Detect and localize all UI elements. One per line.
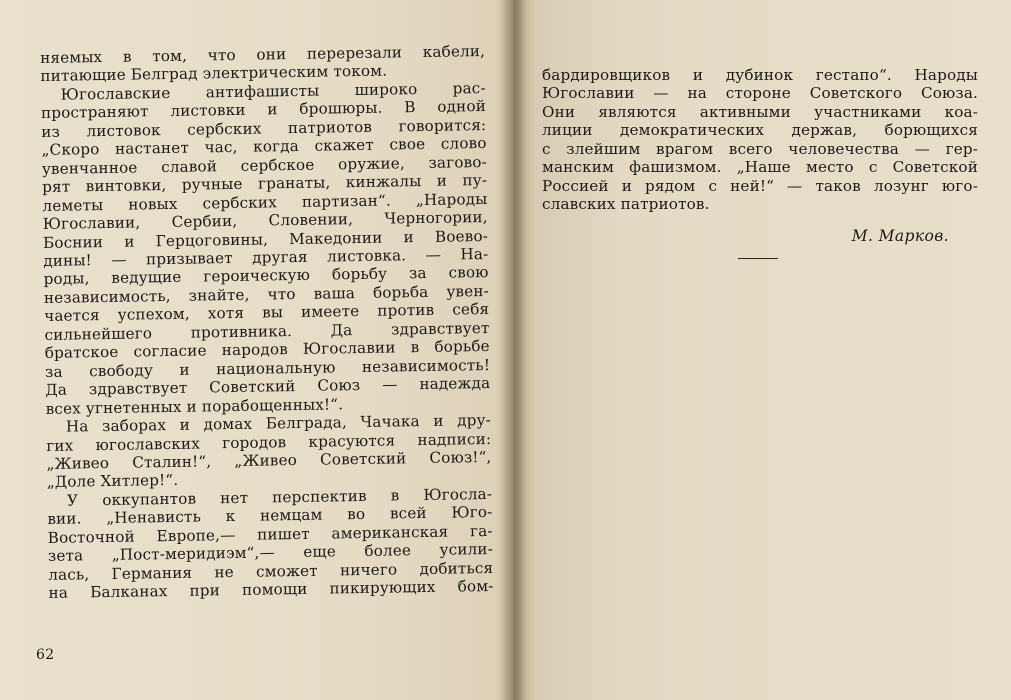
text-line: зета „Пост-меридиэм“,— еще более усили- [47, 540, 494, 566]
text-line: лась, Германия не сможет ничего добиться [48, 558, 494, 584]
text-line: дины! — призывает другая листовка. — На- [43, 244, 489, 270]
text-line: независимость, знайте, что ваша борьба увен- [43, 281, 489, 307]
text-line: рят винтовки, ручные гранаты, кинжалы и пу- [42, 171, 488, 197]
left-page-text [40, 42, 494, 603]
text-line: чается успехом, хотя вы имеете против себя [44, 300, 490, 326]
right-page [526, 0, 1011, 700]
text-line: славских патриотов. [542, 195, 710, 214]
text-line: из листовок сербских патриотов говорится: [41, 115, 487, 141]
text-line: пространяют листовки и брошюры. В одной [40, 97, 487, 123]
text-line: увенчанное славой сербское оружие, загово- [41, 152, 487, 178]
text-line: Да здравствует Советский Союз — надежда [45, 374, 491, 400]
text-line: „Живео Сталин!“, „Живео Советский Союз!“, [46, 447, 492, 473]
text-line: манским фашизмом. „Наше место с Советской [542, 158, 978, 177]
text-line: на Балканах при помощи пикирующих бом- [48, 577, 494, 603]
text-line: братское согласие народов Югославии в борьбе [44, 337, 490, 363]
text-line: всех угнетенных и порабощенных!“. [45, 394, 344, 418]
right-page-text [542, 66, 978, 214]
author-signature: М. Марков. [851, 227, 949, 245]
text-line: леметы новых сербских партизан“. „Народы [42, 189, 488, 215]
text-line: няемых в том, что они перерезали кабели, [40, 42, 486, 67]
text-line: вии. „Ненависть к немцам во всей Юго- [47, 503, 493, 529]
text-line: роды, ведущие героическую борьбу за свою [43, 263, 489, 289]
text-line: бардировщиков и дубинок гестапо“. Народы [542, 66, 978, 84]
text-line: Югославии — на стороне Советского Союза. [542, 84, 978, 103]
text-line: Боснии и Герцоговины, Македонии и Воево- [42, 226, 489, 252]
text-line: Россией и рядом с ней!“ — таков лозунг юго- [542, 176, 978, 195]
text-line: Восточной Европе,— пишет американская га- [47, 521, 493, 547]
text-line: гих югославских городов красуются надписи: [46, 429, 492, 455]
text-line: за свободу и национальную независимость! [44, 355, 491, 381]
text-line: сильнейшего противника. Да здравствует [44, 318, 490, 344]
text-line: У оккупантов нет перспектив в Югосла- [66, 484, 493, 510]
text-line: На заборах и домах Белграда, Чачака и дру- [65, 411, 492, 436]
text-line: лиции демократических держав, борющихся [542, 121, 978, 140]
page-number: 62 [36, 647, 55, 663]
text-line: Югославские антифашисты широко рас- [60, 78, 486, 104]
text-line: Они являются активными участниками коа- [542, 102, 978, 121]
text-line: питающие Белград электрическим током. [40, 62, 388, 86]
text-line: с злейшим врагом всего человечества — гер- [542, 139, 978, 158]
text-line: „Доле Хитлер!“. [46, 471, 179, 492]
text-line: Югославии, Сербии, Словении, Черногории, [42, 208, 488, 234]
end-rule [738, 258, 778, 259]
text-line: „Скоро настанет час, когда скажет свое слово [41, 134, 487, 160]
